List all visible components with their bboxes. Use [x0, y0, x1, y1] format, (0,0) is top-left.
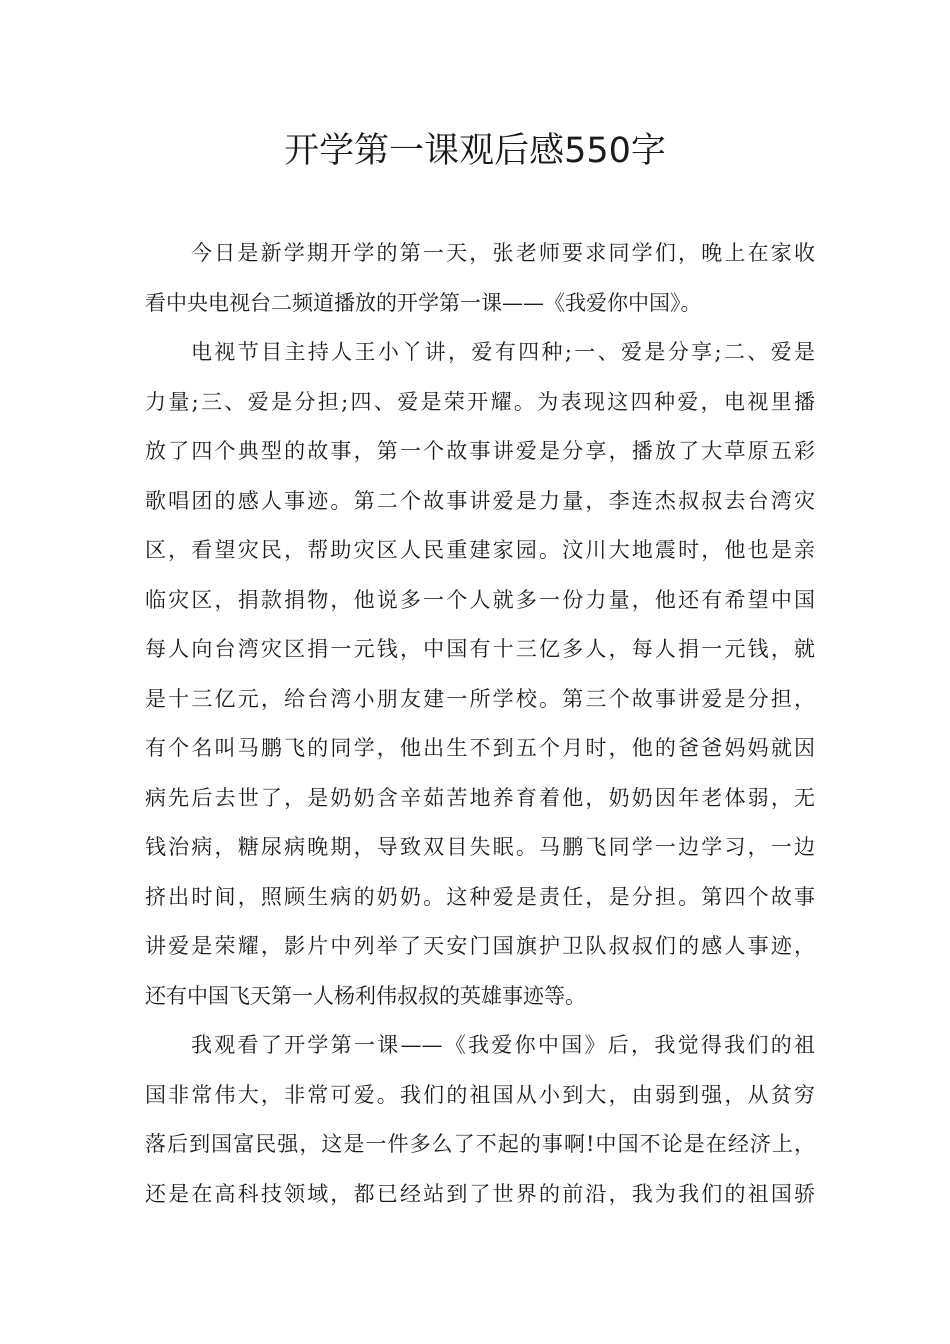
paragraph-2-line-3: 放了四个典型的故事，第一个故事讲爱是分享，播放了大草原五彩: [145, 439, 815, 463]
document-body: [145, 229, 815, 1219]
paragraph-2-line-11: 钱治病，糖尿病晚期，导致双目失眠。马鹏飞同学一边学习，一边: [145, 835, 815, 859]
paragraph-3-line-2: 国非常伟大，非常可爱。我们的祖国从小到大，由弱到强，从贫穷: [145, 1082, 815, 1107]
paragraph-2-line-8: 是十三亿元，给台湾小朋友建一所学校。第三个故事讲爱是分担，: [145, 686, 815, 711]
document-title: 开学第一课观后感550字: [284, 131, 666, 171]
paragraph-3-line-3: 落后到国富民强，这是一件多么了不起的事啊!中国不论是在经济上，: [145, 1132, 815, 1156]
paragraph-1-line-2: 看中央电视台二频道播放的开学第一课——《我爱你中国》。: [145, 290, 702, 315]
paragraph-2-line-9: 有个名叫马鹏飞的同学，他出生不到五个月时，他的爸爸妈妈就因: [145, 736, 815, 760]
paragraph-3-line-4: 还是在高科技领域，都已经站到了世界的前沿，我为我们的祖国骄: [145, 1181, 815, 1206]
paragraph-2-line-4: 歌唱团的感人事迹。第二个故事讲爱是力量，李连杰叔叔去台湾灾: [145, 488, 815, 513]
paragraph-2-line-12: 挤出时间，照顾生病的奶奶。这种爱是责任，是分担。第四个故事: [145, 884, 815, 909]
paragraph-3-line-1: 我观看了开学第一课——《我爱你中国》后，我觉得我们的祖: [191, 1033, 815, 1057]
paragraph-2-line-13: 讲爱是荣耀，影片中列举了天安门国旗护卫队叔叔们的感人事迹，: [145, 934, 815, 958]
paragraph-2-line-2: 力量;三、爱是分担;四、爱是荣开耀。为表现这四种爱，电视里播: [145, 389, 815, 414]
paragraph-2-line-1: 电视节目主持人王小丫讲，爱有四种;一、爱是分享;二、爱是: [191, 340, 815, 364]
paragraph-2-line-5: 区，看望灾民，帮助灾区人民重建家园。汶川大地震时，他也是亲: [145, 538, 815, 562]
paragraph-2-line-7: 每人向台湾灾区捐一元钱，中国有十三亿多人，每人捐一元钱，就: [145, 637, 815, 661]
paragraph-2-line-14: 还有中国飞天第一人杨利伟叔叔的英雄事迹等。: [145, 983, 586, 1008]
paragraph-2-line-6: 临灾区，捐款捐物，他说多一个人就多一份力量，他还有希望中国: [145, 587, 815, 612]
paragraph-2-line-10: 病先后去世了，是奶奶含辛茹苦地养育着他，奶奶因年老体弱，无: [145, 785, 815, 810]
paragraph-1-line-1: 今日是新学期开学的第一天，张老师要求同学们，晚上在家收: [191, 241, 815, 265]
